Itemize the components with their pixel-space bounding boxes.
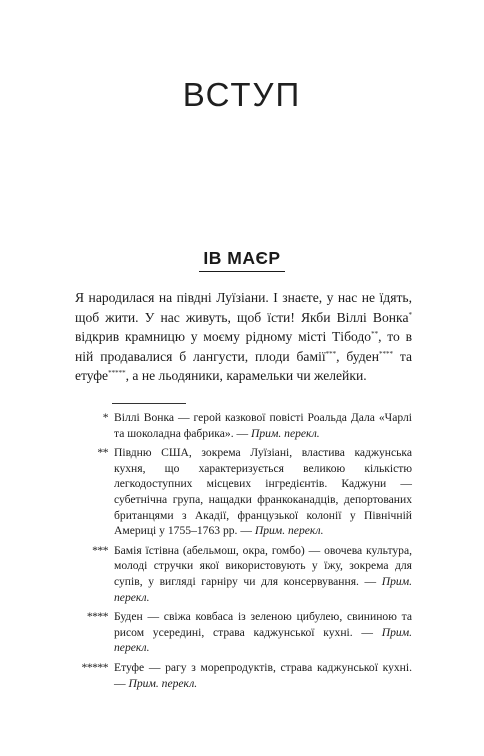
footnote-text: Етуфе — рагу з морепродуктів, страва каджунської кухні. —	[114, 660, 412, 690]
footnote	[74, 609, 412, 656]
translator-note: Прим. перекл.	[114, 625, 412, 655]
intro-text-3: , то в ній продавалися б лангусти, плоди бамії	[75, 329, 412, 364]
intro-text-4: , буден	[336, 348, 379, 364]
footnote-mark: *****	[81, 660, 108, 674]
translator-note: Прим. перекл.	[128, 676, 198, 690]
footnote-ref-5: *****	[108, 369, 126, 378]
footnote-ref-2: **	[371, 330, 379, 339]
intro-text-1: Я народилася на півдні Луїзіани. І знаєте, у нас не їдять, щоб жити. У нас живуть, щоб їсти! Якби Віллі Вонка	[75, 290, 412, 325]
intro-text-6: , а не льодяники, карамельки чи желейки.	[125, 368, 367, 384]
footnote-ref-3: ***	[325, 349, 337, 358]
footnote-ref-4: ****	[378, 349, 393, 358]
author-name: ІВ МАЄР	[199, 248, 284, 272]
footnote-divider	[112, 403, 186, 404]
footnote-mark: *	[102, 411, 108, 424]
translator-note: Прим. перекл.	[114, 574, 412, 604]
intro-text-2: відкрив крамницю у моєму рідному місті Тібодо	[75, 329, 372, 345]
chapter-title: ВСТУП	[182, 76, 302, 113]
footnote	[74, 410, 412, 441]
footnote-text: Віллі Вонка — герой казкової повісті Роальда Дала «Чарлі та шоколадна фабрика». —	[114, 411, 412, 440]
footnotes	[74, 410, 412, 695]
footnote-mark: ***	[92, 543, 108, 557]
footnote-ref-1: *	[408, 310, 412, 319]
author-heading-wrap	[0, 248, 484, 272]
footnote-text: Буден — свіжа ковбаса із зеленою цибулею, свининою та рисом усередині, страва каджунської кухні. —	[114, 610, 412, 639]
footnote-text: Бамія їстівна (абельмош, окра, гомбо) — овочева культура, молоді стручки якої використовують у їжу, зокрема для супів, у вигляді гарніру чи для консервування. —	[114, 543, 412, 588]
footnote-text: Півдню США, зокрема Луїзіані, властива каджунська кухня, що характеризується великою кількістю легкодоступних місцевих інгредієнтів. Каджуни — субетнічна група, нащадки франкоканадців, депортованих британцями з Акадії, французької колонії у Північній Америці у 1755–1763 рр. —	[114, 446, 412, 538]
intro-paragraph	[75, 288, 412, 386]
footnote-mark: **	[97, 446, 108, 460]
intro-text-5: та етуфе	[75, 348, 412, 384]
footnote	[74, 543, 412, 605]
translator-note: Прим. перекл.	[254, 524, 324, 538]
footnote-mark: ****	[86, 610, 108, 624]
footnote	[74, 445, 412, 539]
footnote	[74, 660, 412, 691]
translator-note: Прим. перекл.	[251, 426, 320, 440]
